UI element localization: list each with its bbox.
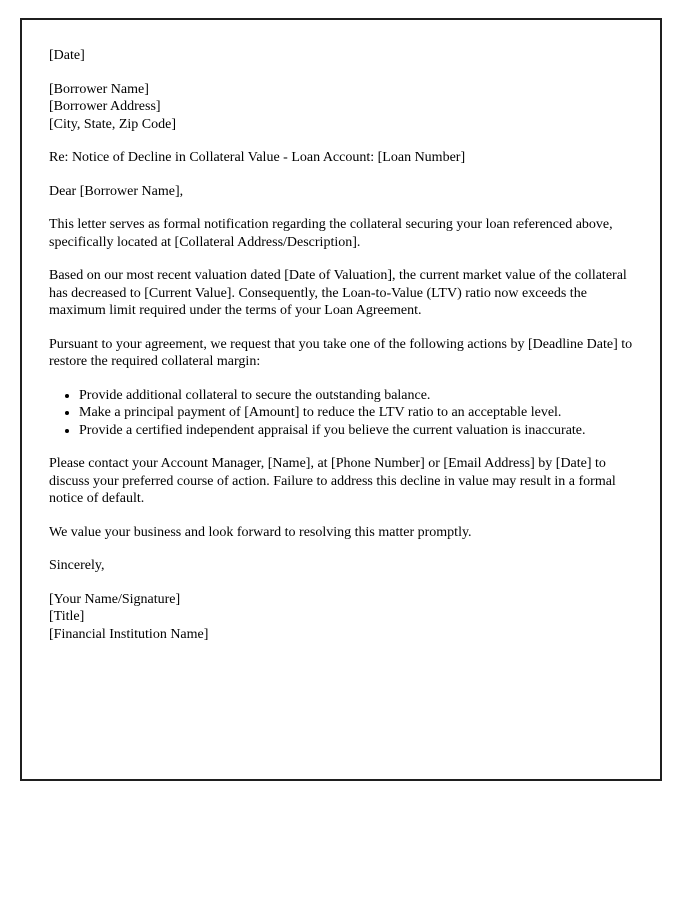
paragraph-value-statement: We value your business and look forward to resolving this matter promptly.: [49, 524, 472, 540]
signature-name: [Your Name/Signature]: [49, 591, 181, 607]
signature-block: [49, 591, 638, 644]
salutation: Dear [Borrower Name],: [49, 183, 184, 199]
recipient-block: [49, 81, 638, 134]
subject-line: Re: Notice of Decline in Collateral Value - Loan Account: [Loan Number]: [49, 150, 466, 165]
action-item-principal-payment: • Make a principal payment of [Amount] to reduce the LTV ratio to an acceptable level.: [79, 404, 638, 422]
signature-institution: [Financial Institution Name]: [49, 626, 209, 642]
paragraph-contact: Please contact your Account Manager, [Name], at [Phone Number] or [Email Address] by [Date] to discuss your preferred course of action. Failure to address this decline in value may result in a formal notice of default.: [49, 456, 616, 506]
recipient-city-state-zip: [City, State, Zip Code]: [49, 116, 177, 132]
paragraph-intro: This letter serves as formal notification regarding the collateral securing your loan referenced above, specifically located at [Collateral Address/Description].: [49, 217, 613, 250]
letter-body: [49, 47, 638, 643]
signoff: Sincerely,: [49, 558, 105, 573]
action-item-independent-appraisal: • Provide a certified independent appraisal if you believe the current valuation is inaccurate.: [79, 422, 638, 440]
letter-page: [20, 18, 662, 781]
recipient-address: [Borrower Address]: [49, 99, 161, 114]
action-list: [49, 387, 638, 440]
recipient-name: [Borrower Name]: [49, 81, 149, 97]
paragraph-valuation: Based on our most recent valuation dated [Date of Valuation], the current market value of the collateral has decreased to [Current Value]. Consequently, the Loan-to-Value (LTV) ratio now exceeds the maximum limit required under the terms of your Loan Agreement.: [49, 268, 627, 318]
signature-title: [Title]: [49, 609, 85, 624]
action-item-additional-collateral: • Provide additional collateral to secure the outstanding balance.: [79, 387, 638, 405]
paragraph-request: Pursuant to your agreement, we request that you take one of the following actions by [Deadline Date] to restore the required collateral margin:: [49, 336, 633, 369]
date-line: [Date]: [49, 48, 85, 63]
